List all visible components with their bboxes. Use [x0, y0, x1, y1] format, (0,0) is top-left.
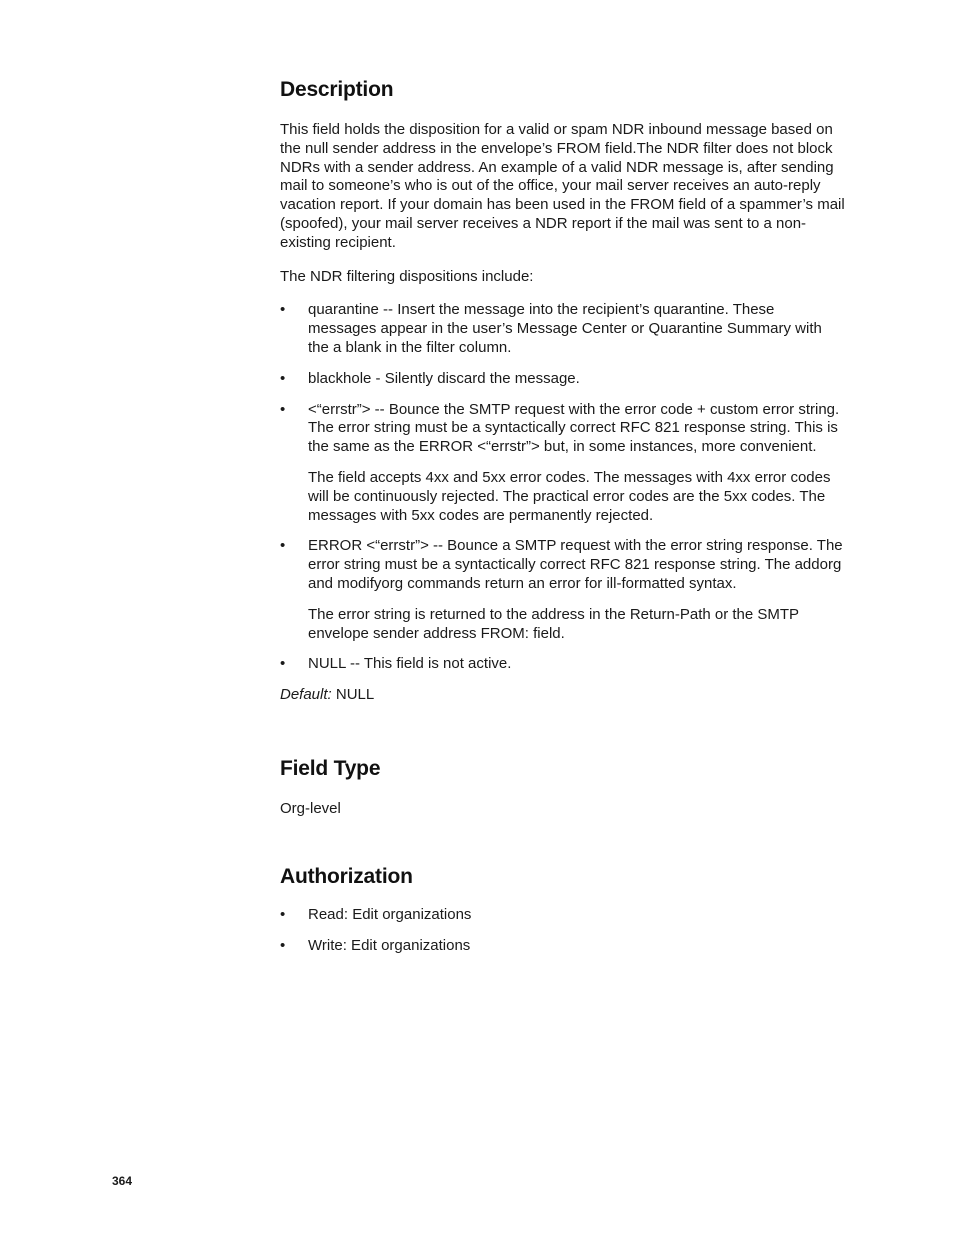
list-item-text: ERROR <“errstr”> -- Bounce a SMTP request with the error string response. The error string must be a syntactically correct RFC 821 response string. The addorg and modifyorg commands return an error for ill-formatted syntax. [308, 537, 843, 592]
list-item-text: <“errstr”> -- Bounce the SMTP request with the error code + custom error string. The error string must be a syntactically correct RFC 821 response string. This is the same as the ERROR <“errstr”> but, in some instances, more convenient. [308, 400, 840, 456]
page-content [280, 76, 845, 967]
page-number: 364 [112, 1174, 133, 1188]
list-item [280, 937, 845, 956]
list-item-text: Write: Edit organizations [308, 936, 471, 954]
list-item-text: blackhole - Silently discard the message. [308, 369, 580, 387]
description-intro: This field holds the disposition for a valid or spam NDR inbound message based on the null sender address in the envelope’s FROM field.The NDR filter does not block NDRs with a sender address. An example of a valid NDR message is, after sending mail to someone’s who is out of the office, your mail server receives an auto-reply vacation report. If your domain has been used in the FROM field of a spammer’s mail (spoofed), your mail server receives a NDR report if the mail was sent to a non-existing recipient. [280, 121, 845, 251]
field-type-value: Org-level [280, 799, 341, 817]
list-item-text: Read: Edit organizations [308, 905, 472, 923]
default-value: NULL [335, 686, 375, 704]
description-lead: The NDR filtering dispositions include: [280, 267, 534, 285]
description-section [280, 76, 845, 705]
field-type-section [280, 755, 845, 819]
list-item-subtext: The error string is returned to the address in the Return-Path or the SMTP envelope sender address FROM: field. [308, 605, 799, 642]
description-heading: Description [280, 78, 394, 101]
list-item-subtext: The field accepts 4xx and 5xx error codes. The messages with 4xx error codes will be continuously rejected. The practical error codes are the 5xx codes. The messages with 5xx codes are permanently rejected. [308, 468, 831, 524]
list-item [280, 537, 845, 643]
default-label: Default: [280, 686, 332, 704]
list-item-text: quarantine -- Insert the message into the recipient’s quarantine. These messages appear in the user’s Message Center or Quarantine Summary with the a blank in the filter column. [308, 301, 822, 356]
bullet-symbol: • [280, 400, 286, 418]
bullet-symbol: • [280, 905, 286, 923]
list-item [280, 906, 845, 925]
authorization-heading: Authorization [280, 864, 413, 888]
bullet-symbol: • [280, 537, 286, 555]
list-item [280, 370, 845, 389]
list-item [280, 301, 845, 357]
bullet-symbol: • [280, 655, 286, 673]
authorization-section [280, 863, 845, 956]
field-type-heading: Field Type [280, 756, 381, 780]
list-item [280, 655, 845, 674]
bullet-symbol: • [280, 936, 286, 954]
disposition-list [280, 301, 845, 674]
list-item [280, 401, 845, 526]
list-item-text: NULL -- This field is not active. [308, 655, 512, 673]
default-line [280, 686, 845, 705]
bullet-symbol: • [280, 369, 286, 387]
authorization-list [280, 906, 845, 956]
bullet-symbol: • [280, 301, 286, 319]
